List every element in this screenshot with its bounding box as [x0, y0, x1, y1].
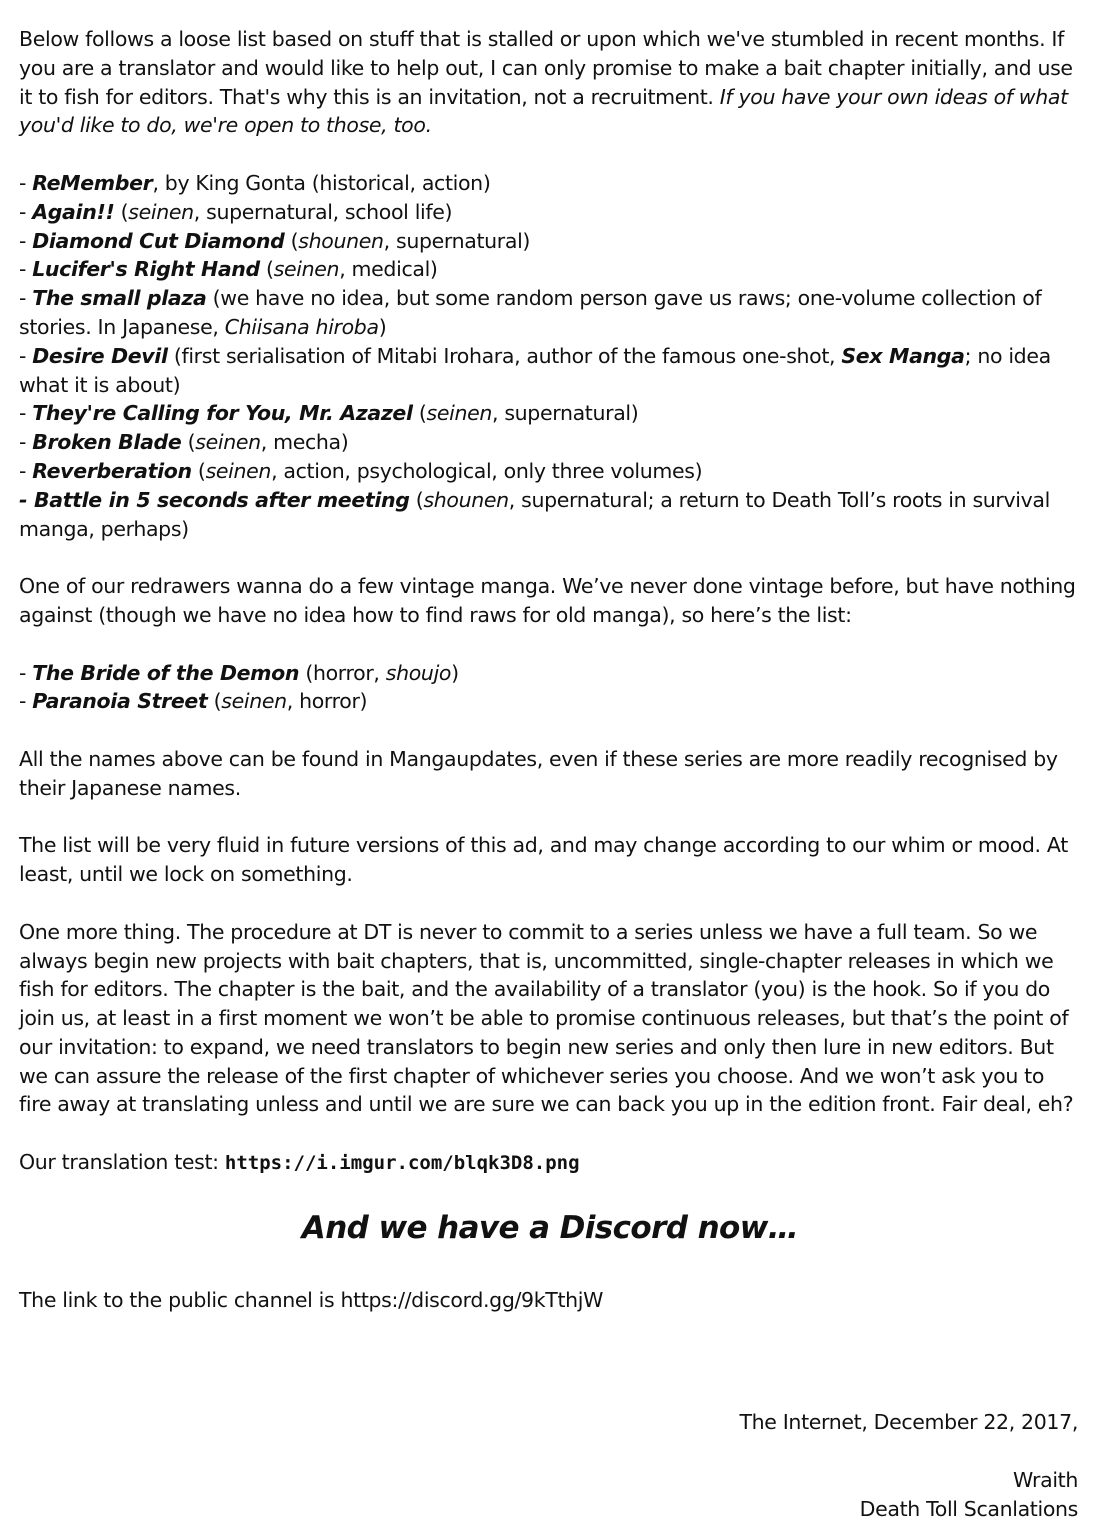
series-demographic: seinen: [273, 257, 340, 282]
vintage-intro: One of our redrawers wanna do a few vintage manga. We’ve never done vintage before, but have nothing against (though we have no idea how to find raws for old manga), so here’s the list:: [19, 574, 1076, 627]
series-demographic: seinen: [128, 199, 194, 224]
list-item: - They're Calling for You, Mr. Azazel (seinen, supernatural): [19, 401, 639, 426]
series-demographic: seinen: [195, 430, 261, 455]
series-title: Desire Devil: [32, 343, 168, 368]
series-title: Lucifer's Right Hand: [32, 257, 260, 282]
series-title: Broken Blade: [32, 430, 182, 455]
series-title: The Bride of the Demon: [32, 660, 300, 685]
intro-text: Below follows a loose list based on stuff that is stalled or upon which we've stumbled in recent months. If you are a translator and would like to help out, I can only promise to make a bait chapter initially, and use it to fish for editors. That's why this is an invitation, not a recruitment.: [19, 27, 1073, 109]
list-item: - The small plaza (we have no idea, but some random person gave us raws; one-volume collection of stories. In Japanese, Chiisana hiroba): [19, 286, 1042, 339]
translation-test-label: Our translation test:: [19, 1150, 225, 1175]
series-demographic: shounen: [298, 228, 384, 253]
series-title: ReMember: [32, 170, 153, 195]
series-title: The small plaza: [32, 286, 207, 311]
list-item: - ReMember, by King Gonta (historical, action): [19, 170, 491, 195]
series-title: They're Calling for You, Mr. Azazel: [32, 401, 413, 426]
procedure-note: One more thing. The procedure at DT is never to commit to a series unless we have a full team. So we always begin new projects with bait chapters, that is, uncommitted, single-chapter releases in which we fish for editors. The chapter is the bait, and the availability of a translator (you) is the hook. So if you do join us, at least in a first moment we won’t be able to promise continuous releases, but that’s the point of our invitation: to expand, we need translators to begin new series and only then lure in new editors. But we can assure the release of the first chapter of whichever series you choose. And we won’t ask you to fire away at translating unless and until we are sure we can back you up in the edition front. Fair deal, eh?: [19, 919, 1074, 1117]
translation-test: [19, 1148, 1081, 1178]
list-item: - Diamond Cut Diamond (shounen, supernatural): [19, 228, 531, 253]
signature-group: Death Toll Scanlations: [859, 1496, 1078, 1521]
discord-heading: And we have a Discord now…: [301, 1209, 799, 1246]
list-item: - Lucifer's Right Hand (seinen, medical): [19, 257, 438, 282]
list-item: - Paranoia Street (seinen, horror): [19, 689, 368, 714]
signoff-date: The Internet, December 22, 2017,: [739, 1410, 1078, 1434]
list-item: - Battle in 5 seconds after meeting (shounen, supernatural; a return to Death Toll’s roots in survival manga, perhaps): [19, 487, 1050, 541]
signature-block: [860, 1466, 1078, 1524]
series-list: [19, 169, 1081, 543]
series-title: Diamond Cut Diamond: [32, 228, 285, 253]
list-item: - Desire Devil (first serialisation of Mitabi Irohara, author of the famous one-shot, Sex Manga; no idea what it is about): [19, 343, 1051, 397]
signature-name: Wraith: [1013, 1468, 1078, 1492]
list-item: - Reverberation (seinen, action, psychological, only three volumes): [19, 458, 703, 483]
list-item: - Broken Blade (seinen, mecha): [19, 430, 349, 455]
series-demographic: seinen: [221, 689, 287, 714]
translation-test-link[interactable]: https://i.imgur.com/blqk3D8.png: [224, 1152, 580, 1175]
series-japanese-title: Chiisana hiroba: [224, 314, 379, 339]
series-title: Paranoia Street: [32, 689, 208, 714]
series-title: Again!!: [32, 199, 115, 224]
series-title: Reverberation: [32, 458, 192, 483]
vintage-list: [19, 659, 1081, 717]
list-item: - The Bride of the Demon (horror, shoujo): [19, 660, 459, 685]
intro-paragraph: [19, 25, 1081, 140]
series-demographic: shounen: [423, 487, 509, 512]
series-demographic: seinen: [205, 458, 272, 483]
fluid-note: The list will be very fluid in future versions of this ad, and may change according to our whim or mood. At least, until we lock on something.: [19, 833, 1068, 887]
series-title: Battle in 5 seconds after meeting: [33, 487, 410, 512]
series-demographic: shoujo: [385, 660, 452, 685]
series-demographic: seinen: [426, 401, 492, 426]
oneshot-title: Sex Manga: [841, 343, 965, 368]
document-body: [19, 25, 1081, 1343]
intro-italic-text: If you have your own ideas of what you'd like to do, we're open to those, too.: [19, 84, 1068, 138]
list-item: - Again!! (seinen, supernatural, school life): [19, 199, 453, 224]
mangaupdates-note: All the names above can be found in Mangaupdates, even if these series are more readily recognised by their Japanese names.: [19, 746, 1058, 800]
discord-link-text: The link to the public channel is https://discord.gg/9kTthjW: [19, 1287, 604, 1312]
